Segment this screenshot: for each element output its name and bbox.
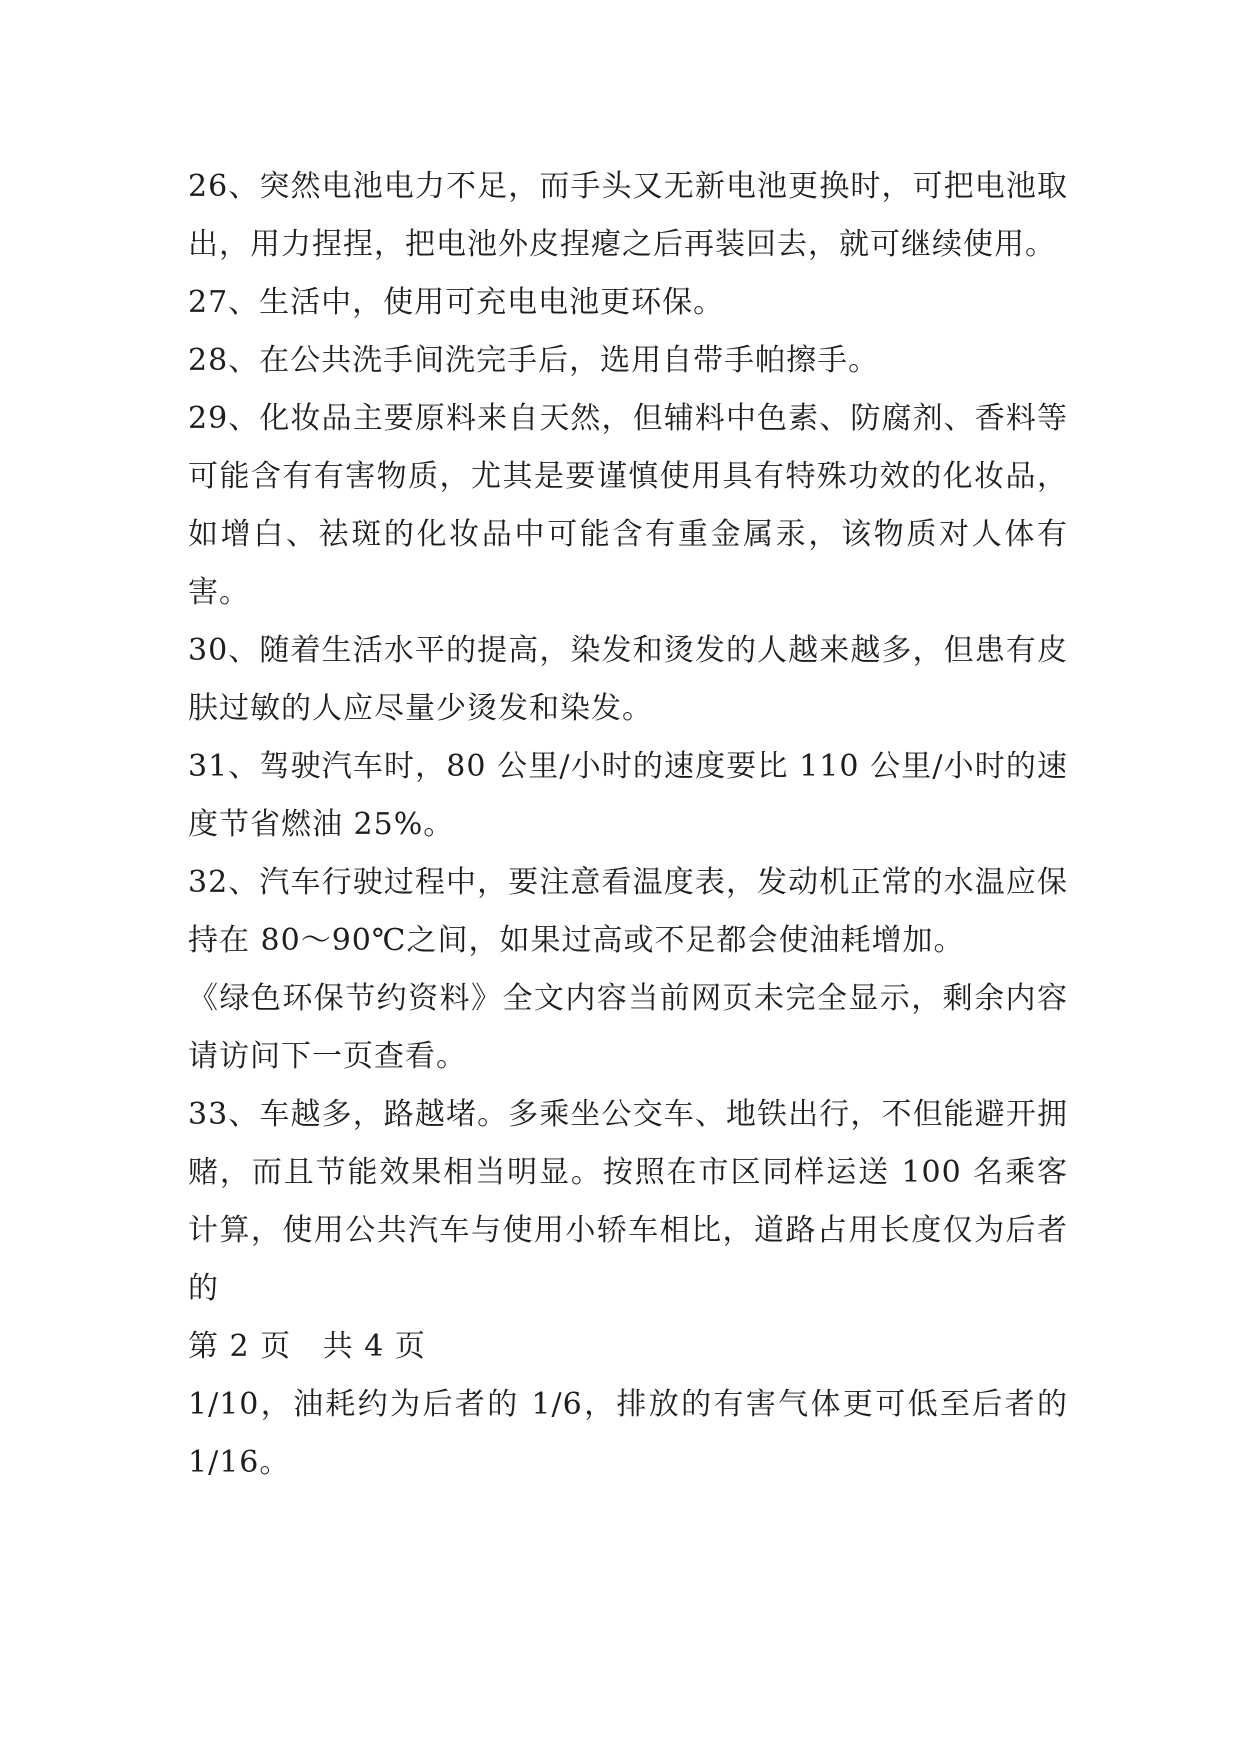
paragraph-29: 29、化妆品主要原料来自天然，但辅料中色素、防腐剂、香料等可能含有有害物质，尤其是要谨慎使用具有特殊功效的化妆品，如增白、祛斑的化妆品中可能含有重金属汞，该物质对人体有害。 xyxy=(188,401,1068,610)
continuation-notice: 《绿色环保节约资料》全文内容当前网页未完全显示，剩余内容请访问下一页查看。 xyxy=(188,981,1068,1074)
page-number-footer: 第 2 页 共 4 页 xyxy=(188,1329,426,1364)
paragraph-32: 32、汽车行驶过程中，要注意看温度表，发动机正常的水温应保持在 80～90℃之间，如果过高或不足都会使油耗增加。 xyxy=(188,865,1068,958)
paragraph-28: 28、在公共洗手间洗完手后，选用自带手帕擦手。 xyxy=(188,343,880,378)
paragraph-30: 30、随着生活水平的提高，染发和烫发的人越来越多，但患有皮肤过敏的人应尽量少烫发和染发。 xyxy=(188,633,1068,726)
paragraph-31: 31、驾驶汽车时，80 公里/小时的速度要比 110 公里/小时的速度节省燃油 25%。 xyxy=(188,749,1068,842)
paragraph-33: 33、车越多，路越堵。多乘坐公交车、地铁出行，不但能避开拥赌，而且节能效果相当明显。按照在市区同样运送 100 名乘客计算，使用公共汽车与使用小轿车相比，道路占用长度仅为后者的 xyxy=(188,1097,1068,1306)
paragraph-33-continued: 1/10，油耗约为后者的 1/6，排放的有害气体更可低至后者的 1/16。 xyxy=(188,1387,1068,1480)
paragraph-26: 26、突然电池电力不足，而手头又无新电池更换时，可把电池取出，用力捏捏，把电池外皮捏瘪之后再装回去，就可继续使用。 xyxy=(188,169,1068,262)
document-body xyxy=(188,158,1068,1492)
paragraph-27: 27、生活中，使用可充电电池更环保。 xyxy=(188,285,725,320)
